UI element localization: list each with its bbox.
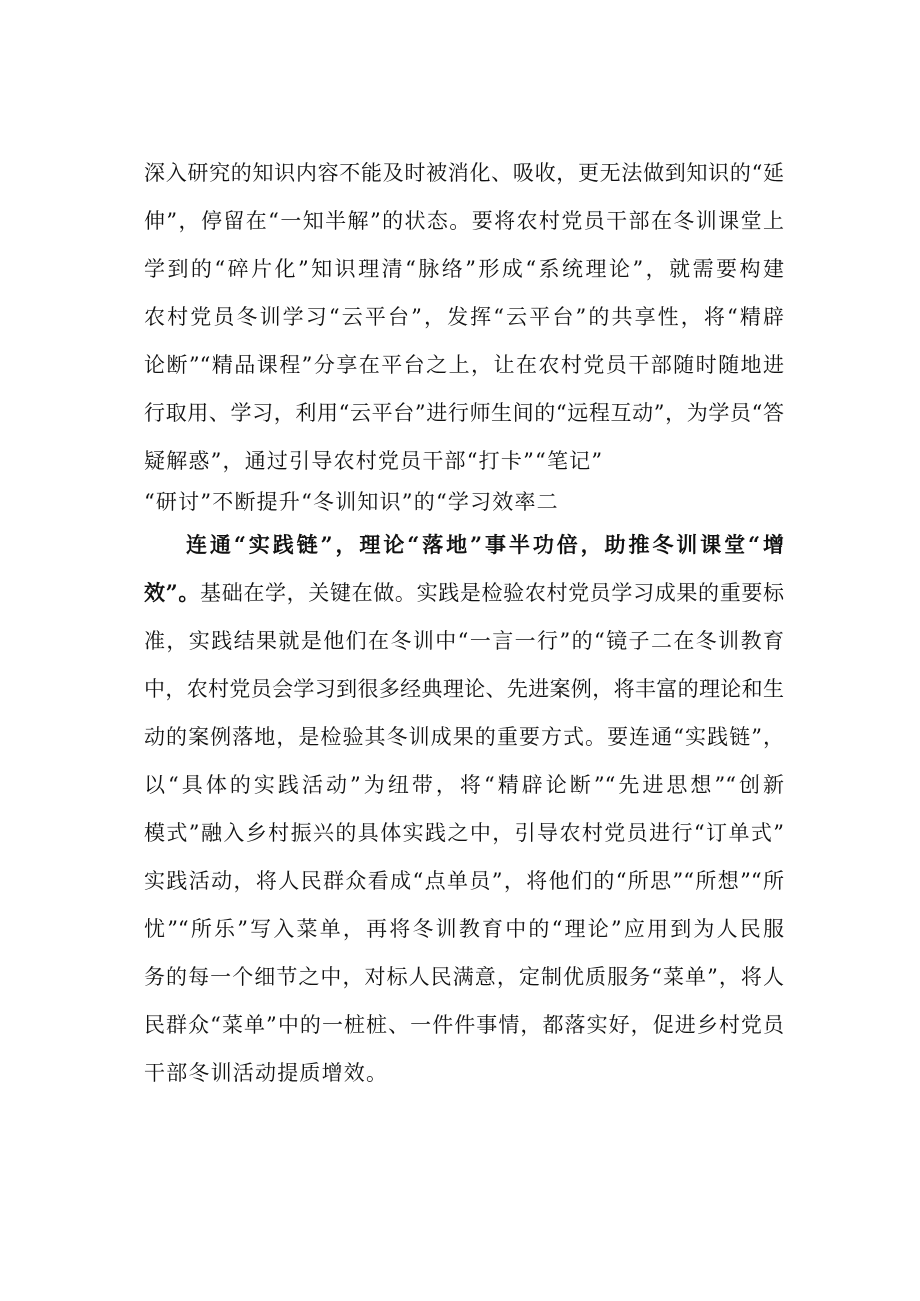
paragraph2-line-3: 中，农村党员会学习到很多经典理论、先进案例，将丰富的理论和生 [144,677,784,701]
paragraph2-line-6: 模式”融入乡村振兴的具体实践之中，引导农村党员进行“订单式” [144,821,784,845]
paragraph1-line-8: “研讨”不断提升“冬训知识”的“学习效率二 [144,490,559,514]
paragraph2-line-7: 实践活动，将人民群众看成“点单员”，将他们的“所思”“所想”“所 [144,869,784,893]
paragraph1-line-4: 农村党员冬训学习“云平台”，发挥“云平台”的共享性，将“精辟 [144,305,784,329]
paragraph1-line-3: 学到的“碎片化”知识理清“脉络”形成“系统理论”，就需要构建 [144,257,784,281]
paragraph2-heading-end: 效”。 [144,580,201,605]
paragraph2-line-4: 动的案例落地，是检验其冬训成果的重要方式。要连通“实践链”， [144,725,784,749]
paragraph2-heading-line-1: 连通“实践链”，理论“落地”事半功倍，助推冬训课堂“增 [186,532,784,557]
paragraph2-line-1 [144,578,784,608]
paragraph2-line-11: 干部冬训活动提质增效。 [144,1061,389,1085]
paragraph2-line-8: 忧”“所乐”写入菜单，再将冬训教育中的“理论”应用到为人民服 [144,917,784,941]
paragraph2-line-2: 准，实践结果就是他们在冬训中“一言一行”的“镜子二在冬训教育 [144,629,784,653]
paragraph1-line-6: 行取用、学习，利用“云平台”进行师生间的“远程互动”，为学员“答 [144,401,784,425]
paragraph1-line-2: 伸”，停留在“一知半解”的状态。要将农村党员干部在冬训课堂上 [144,209,784,233]
paragraph2-line-10: 民群众“菜单”中的一桩桩、一件件事情，都落实好，促进乡村党员 [144,1013,784,1037]
paragraph1-line-1: 深入研究的知识内容不能及时被消化、吸收，更无法做到知识的“延 [144,161,784,185]
paragraph1-line-5: 论断”“精品课程”分享在平台之上，让在农村党员干部随时随地进 [144,353,784,377]
paragraph2-line-9: 务的每一个细节之中，对标人民满意，定制优质服务“菜单”，将人 [144,965,784,989]
paragraph2-line-1-text: 基础在学，关键在做。实践是检验农村党员学习成果的重要标 [200,581,784,605]
paragraph1-line-7: 疑解惑”，通过引导农村党员干部“打卡”“笔记” [144,449,604,473]
paragraph2-line-5: 以“具体的实践活动”为纽带，将“精辟论断”“先进思想”“创新 [144,773,784,797]
